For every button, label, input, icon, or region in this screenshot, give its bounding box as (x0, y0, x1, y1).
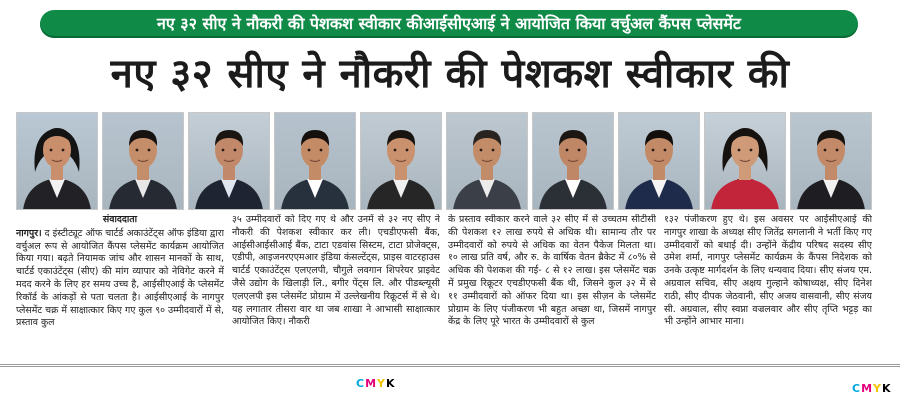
portrait-man-6 (446, 112, 528, 210)
byline: संवाददाता (102, 214, 138, 225)
article-column-4 (664, 214, 872, 354)
portrait-man-8 (618, 112, 700, 210)
print-registration-mark-right: CMYK (852, 382, 892, 395)
portrait-woman-9 (704, 112, 786, 210)
portrait-woman-1 (16, 112, 98, 210)
headline: नए ३२ सीए ने नौकरी की पेशकश स्वीकार की (110, 51, 790, 97)
portrait-man-4 (274, 112, 356, 210)
photo-strip (16, 112, 872, 210)
portrait-man-2 (102, 112, 184, 210)
column-1-text: द इंस्टीट्यूट ऑफ चार्टर्ड अकाउंटेंट्स ऑफ इंडिया द्वारा वर्चुअल रूप से आयोजित कैंपस प्लेसमेंट कार्यक्रम आयोजित किया गया। बढ़ते नियामक जांच और शासन मानकों के साथ, चार्टर्ड एकाउंटेंट्स (सीए) की मांग व्यापार को नेविगेट करने में मदद करने के लिए हर समय उच्च है, आईसीएआई के प्लेसमेंट रिकॉर्ड के आंकड़ों से पता चलता है। आईसीएआई के नागपुर प्लेसमेंट चक्र में साक्षात्कार किए गए कुल ९० उम्मीदवारों में से, प्रस्ताव कुल (16, 227, 224, 329)
portrait-man-5 (360, 112, 442, 210)
portrait-man-7 (532, 112, 614, 210)
column-3-text: के प्रस्ताव स्वीकार करने वाले ३२ सीए में से उच्चतम सीटीसी की पेशकश १२ लाख रुपये से अधिक थी। सामान्य तौर पर उम्मीदवारों को रुपये से अधिक का वेतन पैकेज मिलता था। १० लाख प्रति वर्ष, और रु. के वार्षिक वेतन ब्रैकेट में ८०% से अधिक की पेशकश की गई- ८ से १२ लाख। इस प्लेसमेंट चक्र में प्रमुख रिक्रूटर एचडीएफसी बैंक थी, जिसने कुल ३२ में से ११ उम्मीदवारों को ऑफर दिया था। इस सीज़न के प्लेसमेंट प्रोग्राम के लिए पंजीकरण भी बहुत अच्छा था, जिसमें नागपुर केंद्र के लिए पूरे भारत के उम्मीदवारों से कुल (448, 214, 656, 328)
article-column-2 (232, 214, 440, 354)
dateline-city: नागपुर। (16, 227, 42, 239)
kicker-text: नए ३२ सीए ने नौकरी की पेशकश स्वीकार कीआईसीएआई ने आयोजित किया वर्चुअल कैंपस प्लेसमेंट (157, 14, 741, 33)
print-registration-mark: CMYK (356, 377, 396, 390)
article-column-1 (16, 214, 224, 354)
page-rule-2 (0, 366, 900, 367)
portrait-man-3 (188, 112, 270, 210)
kicker-banner (40, 10, 858, 38)
portrait-man-10 (790, 112, 872, 210)
column-4-text: १३२ पंजीकरण हुए थे। इस अवसर पर आईसीएआई की नागपुर शाखा के अध्यक्ष सीए जितेंद्र सगलानी ने भर्ती किए गए उम्मीदवारों को बधाई दी। उन्होंने केंद्रीय परिषद सदस्य सीए उमेश शर्मा, नागपुर प्लेसमेंट कार्यक्रम के कैंपस निदेशक को उनके उत्कृष्ट मार्गदर्शन के लिए धन्यवाद दिया। सीए संजय एम. अग्रवाल सचिव, सीए अक्षय गुल्हाने कोषाध्यक्ष, सीए दिनेश राठी, सीए दीपक जेठवानी, सीए अजय वासवानी, सीए संजय सी. अग्रवाल, सीए स्वप्ना वज्रलवार और सीए तृप्ति भट्टड़ का भी उन्होंने आभार माना। (664, 214, 872, 328)
article-body (16, 214, 872, 354)
column-2-text: ३५ उम्मीदवारों को दिए गए थे और उनमें से ३२ नए सीए ने नौकरी की पेशकश स्वीकार कर ली। एचडीएफसी बैंक, आईसीआईसीआई बैंक, टाटा एडवांस सिस्टम, टाटा प्रोजेक्ट्स, एडीपी, आइजनरएएमआर इंडिया कंसल्टेंट्स, प्राइस वाटरहाउस चार्टर्ड एकाउंटेंट्स एलएलपी, चौगुले लवगान शिपरेयर प्राइवेट जैसे उद्योग के खिलाड़ी लि., बगीर पेंट्स लि. और पीडब्ल्यूसी एलएलपी इस प्लेसमेंट प्रोग्राम में उल्लेखनीय रिक्रूटर्स में से थे। यह लगातार तीसरा वार था जब शाखा ने आभासी साक्षात्कार आयोजित किए। नौकरी (232, 214, 440, 328)
article-column-3 (448, 214, 656, 354)
page-rule (0, 364, 900, 365)
